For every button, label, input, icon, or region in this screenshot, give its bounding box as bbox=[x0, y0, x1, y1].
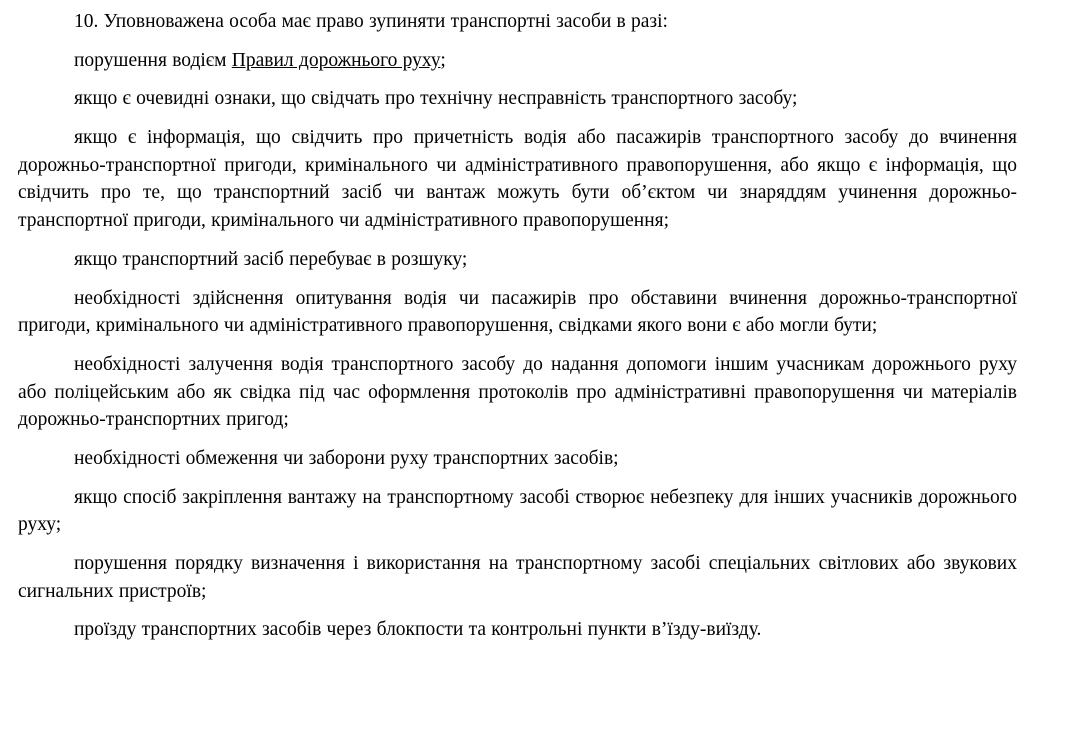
paragraph-clause-9: порушення порядку визначення і використання на транспортному засобі спеціальних світлових або звукових сигнальних пристроїв; bbox=[18, 553, 1017, 602]
paragraph-item-10-heading: 10. Уповноважена особа має право зупиняти транспортні засоби в разі: bbox=[74, 11, 668, 32]
paragraph-clause-2: якщо є очевидні ознаки, що свідчать про технічну несправність транспортного засобу; bbox=[74, 88, 798, 110]
paragraph-clause-8: якщо спосіб закріплення вантажу на транспортному засобі створює небезпеку для інших учасників дорожнього руху; bbox=[18, 486, 1017, 536]
paragraph-clause-10: проїзду транспортних засобів через блокпости та контрольні пункти в’їзду-виїзду. bbox=[74, 619, 762, 641]
paragraph-clause-4: якщо транспортний засіб перебуває в розшуку; bbox=[74, 248, 468, 270]
clause-1-text-before: порушення водієм bbox=[74, 49, 232, 71]
paragraph-clause-1 bbox=[18, 47, 1017, 75]
paragraph-clause-5: необхідності здійснення опитування водія чи пасажирів про обставини вчинення дорожньо-транспортної пригоди, кримінального чи адміністративного правопорушення, свідками якого вони є або могли бути; bbox=[18, 287, 1017, 337]
clause-1-underlined-reference: Правил дорожнього руху bbox=[231, 49, 441, 71]
paragraph-clause-6: необхідності залучення водія транспортного засобу до надання допомоги іншим учасникам дорожнього руху або поліцейським або як свідка під час оформлення протоколів про адміністративні правопорушення чи матеріалів дорожньо-транспортних пригод; bbox=[18, 353, 1017, 431]
paragraph-clause-7: необхідності обмеження чи заборони руху транспортних засобів; bbox=[74, 447, 619, 469]
paragraph-clause-3: якщо є інформація, що свідчить про причетність водія або пасажирів транспортного засобу до вчинення дорожньо-транспортної пригоди, кримінального чи адміністративного правопорушення, або якщо є інформація, що свідчить про те, що транспортний засіб чи вантаж можуть бути об’єктом чи знаряддям учинення дорожньо-транспортної пригоди, кримінального чи адміністративного правопорушення; bbox=[18, 127, 1017, 232]
clause-1-text-after: ; bbox=[440, 49, 446, 71]
